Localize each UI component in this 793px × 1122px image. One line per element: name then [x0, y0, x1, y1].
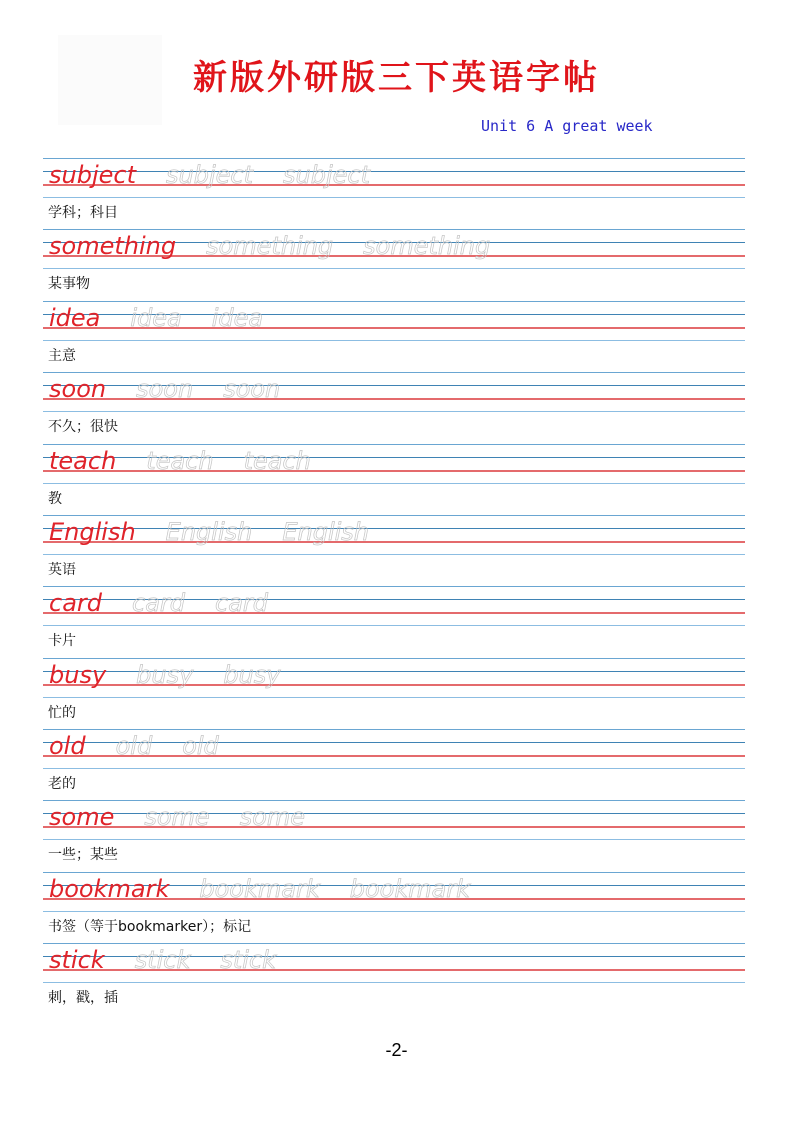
practice-row: [43, 301, 745, 373]
guide-line-bottom: [43, 982, 745, 983]
guide-line-bottom: [43, 911, 745, 912]
vocab-word: teach: [49, 447, 117, 475]
trace-word: teach: [146, 447, 214, 475]
page-title: 新版外研版三下英语字帖: [193, 58, 600, 98]
trace-word: some: [239, 803, 306, 831]
practice-row: [43, 372, 745, 444]
guide-line-top: [43, 301, 745, 302]
word-meaning: 老的: [48, 776, 76, 792]
guide-line-top: [43, 444, 745, 445]
guide-line-top: [43, 586, 745, 587]
page-number: -2-: [385, 1040, 408, 1060]
practice-row: [43, 586, 745, 658]
guide-line-bottom: [43, 268, 745, 269]
practice-row: [43, 658, 745, 730]
guide-line-bottom: [43, 340, 745, 341]
trace-word: English: [165, 518, 253, 546]
word-meaning: 学科；科目: [48, 205, 118, 221]
guide-line-top: [43, 943, 745, 944]
trace-word: teach: [243, 447, 311, 475]
guide-line-bottom: [43, 697, 745, 698]
guide-line-top: [43, 800, 745, 801]
word-meaning: 书签（等于bookmarker）；标记: [48, 919, 252, 935]
guide-line-top: [43, 658, 745, 659]
guide-line-top: [43, 872, 745, 873]
word-meaning: 一些；某些: [48, 847, 118, 863]
guide-line-bottom: [43, 197, 745, 198]
guide-line-bottom: [43, 625, 745, 626]
trace-word: subject: [166, 161, 253, 189]
trace-word: soon: [223, 375, 281, 403]
practice-row: [43, 158, 745, 230]
trace-word: English: [282, 518, 370, 546]
guide-line-top: [43, 729, 745, 730]
vocab-word: card: [49, 589, 103, 617]
practice-row: [43, 515, 745, 587]
vocab-word: busy: [49, 661, 107, 689]
word-meaning: 不久；很快: [48, 419, 118, 435]
trace-word: some: [144, 803, 210, 831]
practice-row: [43, 872, 745, 944]
trace-word: something: [206, 232, 334, 260]
vocab-word: soon: [49, 375, 107, 403]
practice-row: [43, 729, 745, 801]
guide-line-top: [43, 158, 745, 159]
word-meaning: 忙的: [48, 705, 76, 721]
word-meaning: 主意: [48, 348, 76, 364]
trace-word: old: [115, 732, 153, 760]
guide-line-bottom: [43, 411, 745, 412]
trace-word: idea: [211, 304, 264, 332]
vocab-word: idea: [49, 304, 101, 332]
word-meaning: 刺，戳，插: [48, 990, 118, 1006]
vocab-word: English: [49, 518, 136, 546]
trace-word: soon: [136, 375, 194, 403]
trace-word: idea: [130, 304, 182, 332]
word-meaning: 卡片: [48, 633, 76, 649]
guide-line-top: [43, 372, 745, 373]
trace-word: subject: [283, 161, 370, 189]
trace-word: stick: [134, 946, 191, 974]
trace-word: card: [215, 589, 269, 617]
trace-word: busy: [223, 661, 281, 689]
word-meaning: 某事物: [48, 276, 90, 292]
practice-row: [43, 943, 745, 1015]
guide-line-top: [43, 515, 745, 516]
practice-row: [43, 800, 745, 872]
vocab-word: subject: [49, 161, 136, 189]
word-meaning: 教: [48, 491, 62, 507]
practice-row: [43, 229, 745, 301]
trace-word: busy: [136, 661, 194, 689]
trace-word: bookmark: [349, 875, 471, 903]
vocab-word: something: [49, 232, 177, 260]
guide-line-bottom: [43, 483, 745, 484]
trace-word: card: [132, 589, 186, 617]
trace-word: stick: [220, 946, 277, 974]
word-meaning: 英语: [48, 562, 76, 578]
guide-line-bottom: [43, 839, 745, 840]
trace-word: bookmark: [199, 875, 320, 903]
trace-word: old: [182, 732, 219, 760]
guide-line-top: [43, 229, 745, 230]
vocab-word: stick: [49, 946, 105, 974]
guide-line-bottom: [43, 768, 745, 769]
guide-line-bottom: [43, 554, 745, 555]
vocab-word: some: [49, 803, 115, 831]
vocab-word: old: [49, 732, 86, 760]
practice-row: [43, 444, 745, 516]
unit-subtitle: Unit 6 A great week: [481, 117, 653, 135]
vocab-word: bookmark: [49, 875, 170, 903]
trace-word: something: [363, 232, 491, 260]
